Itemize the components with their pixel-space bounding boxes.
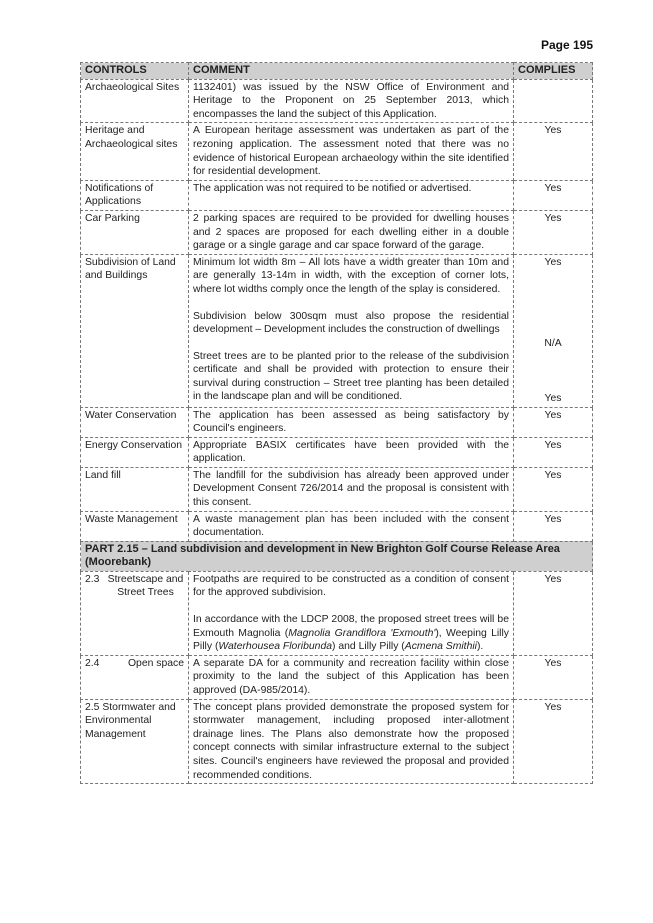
comment-cell: The landfill for the subdivision has already been approved under Development Consent 726/2014 and the proposal is consistent with this consent. bbox=[189, 467, 514, 511]
comment-cell: 1132401) was issued by the NSW Office of Environment and Heritage to the Proponent on 25 September 2013, which encompasses the land the subject of this Application. bbox=[189, 79, 514, 123]
comment-paragraph: Street trees are to be planted prior to the release of the subdivision certificate and shall be provided with protection to ensure their survival during construction – Street tree planting has been detailed in the landscape plan and will be conditioned. bbox=[193, 350, 509, 403]
complies-value: N/A bbox=[544, 338, 562, 350]
header-controls: CONTROLS bbox=[81, 63, 189, 80]
control-cell bbox=[81, 655, 189, 699]
complies-cell: Yes bbox=[514, 511, 593, 541]
table-row bbox=[81, 79, 593, 123]
complies-cell bbox=[514, 79, 593, 123]
table-row bbox=[81, 407, 593, 437]
section-heading: PART 2.15 – Land subdivision and development in New Brighton Golf Course Release Area (Moorebank) bbox=[81, 541, 593, 571]
complies-cell: Yes bbox=[514, 407, 593, 437]
control-cell bbox=[81, 699, 189, 784]
comment-paragraph: In accordance with the LDCP 2008, the proposed street trees will be Exmouth Magnolia (Magnolia Grandiflora 'Exmouth'), Weeping Lilly Pilly (Waterhousea Floribunda) and Lilly Pilly (Acmena Smithii). bbox=[193, 614, 509, 653]
table-row bbox=[81, 467, 593, 511]
comment-paragraph: Footpaths are required to be constructed as a condition of consent for the approved subdivision. bbox=[193, 573, 509, 599]
comment-paragraph: Subdivision below 300sqm must also propose the residential development – Development includes the construction of dwellings bbox=[193, 310, 509, 336]
comment-cell bbox=[189, 571, 514, 655]
page-number: Page 195 bbox=[540, 38, 593, 52]
control-cell: Archaeological Sites bbox=[81, 79, 189, 123]
complies-cell bbox=[514, 254, 593, 407]
clause-number: 2.5 bbox=[85, 701, 100, 713]
table-row bbox=[81, 123, 593, 180]
complies-value: Yes bbox=[544, 256, 562, 268]
control-cell: Notifications of Applications bbox=[81, 180, 189, 210]
complies-cell: Yes bbox=[514, 180, 593, 210]
comment-paragraph: Minimum lot width 8m – All lots have a width greater than 10m and are generally 13-14m in width, with the exception of corner lots, where lot widths comply once the length of the splay is considered. bbox=[193, 256, 509, 295]
table-row bbox=[81, 210, 593, 254]
control-cell: Car Parking bbox=[81, 210, 189, 254]
table-row bbox=[81, 655, 593, 699]
table-row bbox=[81, 180, 593, 210]
complies-cell: Yes bbox=[514, 123, 593, 180]
section-heading-row bbox=[81, 541, 593, 571]
control-cell: Water Conservation bbox=[81, 407, 189, 437]
clause-label: Open space bbox=[127, 657, 184, 669]
control-cell: Land fill bbox=[81, 467, 189, 511]
control-cell: Subdivision of Land and Buildings bbox=[81, 254, 189, 407]
header-comment: COMMENT bbox=[189, 63, 514, 80]
comment-cell: Appropriate BASIX certificates have been provided with the application. bbox=[189, 437, 514, 467]
complies-cell: Yes bbox=[514, 467, 593, 511]
comment-cell: A separate DA for a community and recreation facility within close proximity to the land the subject of this Application has been approved (DA-985/2014). bbox=[189, 655, 514, 699]
clause-number: 2.3 bbox=[85, 573, 100, 585]
comment-cell: 2 parking spaces are required to be provided for dwelling houses and 2 spaces are proposed for each dwelling either in a double garage or a single garage and car space forward of the garage. bbox=[189, 210, 514, 254]
comment-cell: The concept plans provided demonstrate the proposed system for stormwater management, including proposed inter-allotment drainage lines. The Plans also demonstrate how the proposed concept connects with similar infrastructure external to the subject sites. Council's engineers have reviewed the proposal and provided recommended conditions. bbox=[189, 699, 514, 784]
controls-table bbox=[80, 62, 593, 784]
clause-label: Streetscape and Street Trees bbox=[107, 573, 184, 599]
control-cell bbox=[81, 571, 189, 655]
table-header-row bbox=[81, 63, 593, 80]
control-cell: Energy Conservation bbox=[81, 437, 189, 467]
complies-cell: Yes bbox=[514, 210, 593, 254]
comment-cell bbox=[189, 254, 514, 407]
clause-number: 2.4 bbox=[85, 657, 100, 669]
table-row bbox=[81, 571, 593, 655]
header-complies: COMPLIES bbox=[514, 63, 593, 80]
complies-value: Yes bbox=[544, 392, 562, 404]
comment-cell: A waste management plan has been included with the consent documentation. bbox=[189, 511, 514, 541]
complies-cell: Yes bbox=[514, 437, 593, 467]
table-row bbox=[81, 699, 593, 784]
table-row bbox=[81, 437, 593, 467]
table-row bbox=[81, 254, 593, 407]
clause-label: Stormwater and Environmental Management bbox=[85, 701, 176, 740]
complies-cell: Yes bbox=[514, 571, 593, 655]
comment-cell: A European heritage assessment was undertaken as part of the rezoning application. The assessment noted that there was no evidence of historical European archaeology within the site identified for residential development. bbox=[189, 123, 514, 180]
comment-cell: The application was not required to be notified or advertised. bbox=[189, 180, 514, 210]
table-row bbox=[81, 511, 593, 541]
comment-cell: The application has been assessed as being satisfactory by Council's engineers. bbox=[189, 407, 514, 437]
control-cell: Heritage and Archaeological sites bbox=[81, 123, 189, 180]
complies-cell: Yes bbox=[514, 655, 593, 699]
control-cell: Waste Management bbox=[81, 511, 189, 541]
complies-cell: Yes bbox=[514, 699, 593, 784]
